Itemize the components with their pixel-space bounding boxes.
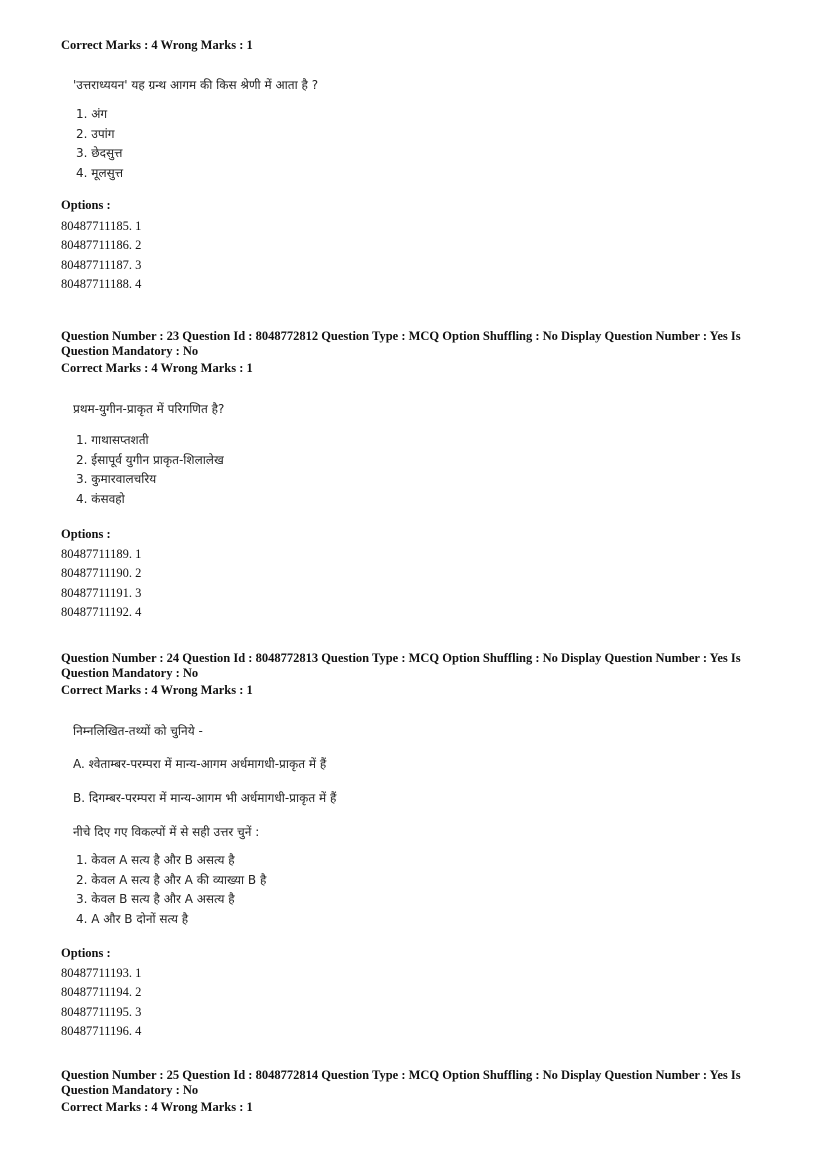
option-code: 80487711187. 3 bbox=[61, 257, 142, 272]
q23-header-mandatory: Question Mandatory : No bbox=[61, 344, 199, 358]
q24-option-codes bbox=[61, 964, 761, 1041]
q23-choice: 2. ईसापूर्व युगीन प्राकृत-शिलालेख bbox=[76, 452, 224, 467]
q25-header: Question Number : 25 Question Id : 8048772814 Question Type : MCQ Option Shuffling : No Display Question Number : Yes Is bbox=[61, 1068, 741, 1082]
q22-marks: Correct Marks : 4 Wrong Marks : 1 bbox=[61, 38, 253, 52]
q22-question-text: 'उत्तराध्ययन' यह ग्रन्थ आगम की किस श्रेणी में आता है ? bbox=[73, 78, 319, 92]
q24-choice: 4. A और B दोनों सत्य है bbox=[76, 911, 189, 926]
option-code: 80487711186. 2 bbox=[61, 238, 142, 253]
option-code: 80487711185. 1 bbox=[61, 219, 142, 233]
q23-choice: 3. कुमारवालचरिय bbox=[76, 472, 157, 486]
q24-marks: Correct Marks : 4 Wrong Marks : 1 bbox=[61, 683, 253, 697]
q23-header: Question Number : 23 Question Id : 8048772812 Question Type : MCQ Option Shuffling : No Display Question Number : Yes Is bbox=[61, 329, 741, 343]
question-24 bbox=[61, 651, 761, 1041]
option-code: 80487711193. 1 bbox=[61, 966, 142, 980]
option-code: 80487711194. 2 bbox=[61, 985, 142, 1000]
q23-marks: Correct Marks : 4 Wrong Marks : 1 bbox=[61, 361, 253, 375]
option-code: 80487711192. 4 bbox=[61, 604, 142, 619]
question-23 bbox=[61, 329, 761, 622]
q24-options-label: Options : bbox=[61, 946, 111, 960]
option-code: 80487711195. 3 bbox=[61, 1004, 142, 1019]
q22-choices bbox=[61, 105, 761, 183]
q24-header-mandatory: Question Mandatory : No bbox=[61, 666, 199, 680]
q24-statement-b: B. दिगम्बर-परम्परा में मान्य-आगम भी अर्धमागधी-प्राकृत में हैं bbox=[73, 791, 337, 805]
question-22 bbox=[61, 38, 761, 294]
option-code: 80487711196. 4 bbox=[61, 1023, 142, 1038]
q24-header: Question Number : 24 Question Id : 8048772813 Question Type : MCQ Option Shuffling : No Display Question Number : Yes Is bbox=[61, 651, 741, 665]
q24-question-text: निम्नलिखित-तथ्यों को चुनिये - bbox=[73, 724, 203, 738]
q22-choice: 3. छेदसुत्त bbox=[76, 146, 123, 160]
q23-question-text: प्रथम-युगीन-प्राकृत में परिगणित है? bbox=[73, 402, 225, 416]
q24-choice: 3. केवल B सत्य है और A असत्य है bbox=[76, 892, 235, 906]
q24-choice: 2. केवल A सत्य है और A की व्याख्या B है bbox=[76, 872, 267, 887]
q24-instruction: नीचे दिए गए विकल्पों में से सही उत्तर चुनें : bbox=[73, 825, 260, 839]
q23-choice: 1. गाथासप्तशती bbox=[76, 433, 149, 447]
q22-choice: 1. अंग bbox=[76, 107, 108, 121]
q24-choices bbox=[61, 851, 761, 929]
q24-choice: 1. केवल A सत्य है और B असत्य है bbox=[76, 853, 235, 867]
q22-option-codes bbox=[61, 217, 761, 294]
option-code: 80487711190. 2 bbox=[61, 566, 142, 581]
q22-choice: 2. उपांग bbox=[76, 126, 115, 141]
question-25 bbox=[61, 1068, 761, 1115]
q23-choices bbox=[61, 431, 761, 509]
q24-statement-a: A. श्वेताम्बर-परम्परा में मान्य-आगम अर्धमागधी-प्राकृत में हैं bbox=[73, 757, 327, 771]
option-code: 80487711191. 3 bbox=[61, 585, 142, 600]
option-code: 80487711188. 4 bbox=[61, 276, 142, 291]
option-code: 80487711189. 1 bbox=[61, 547, 142, 561]
q22-choice: 4. मूलसुत्त bbox=[76, 165, 123, 180]
q23-options-label: Options : bbox=[61, 527, 111, 541]
q23-choice: 4. कंसवहो bbox=[76, 491, 125, 506]
q25-marks: Correct Marks : 4 Wrong Marks : 1 bbox=[61, 1100, 253, 1114]
q23-option-codes bbox=[61, 545, 761, 622]
q25-header-mandatory: Question Mandatory : No bbox=[61, 1083, 199, 1097]
q22-options-label: Options : bbox=[61, 198, 111, 212]
